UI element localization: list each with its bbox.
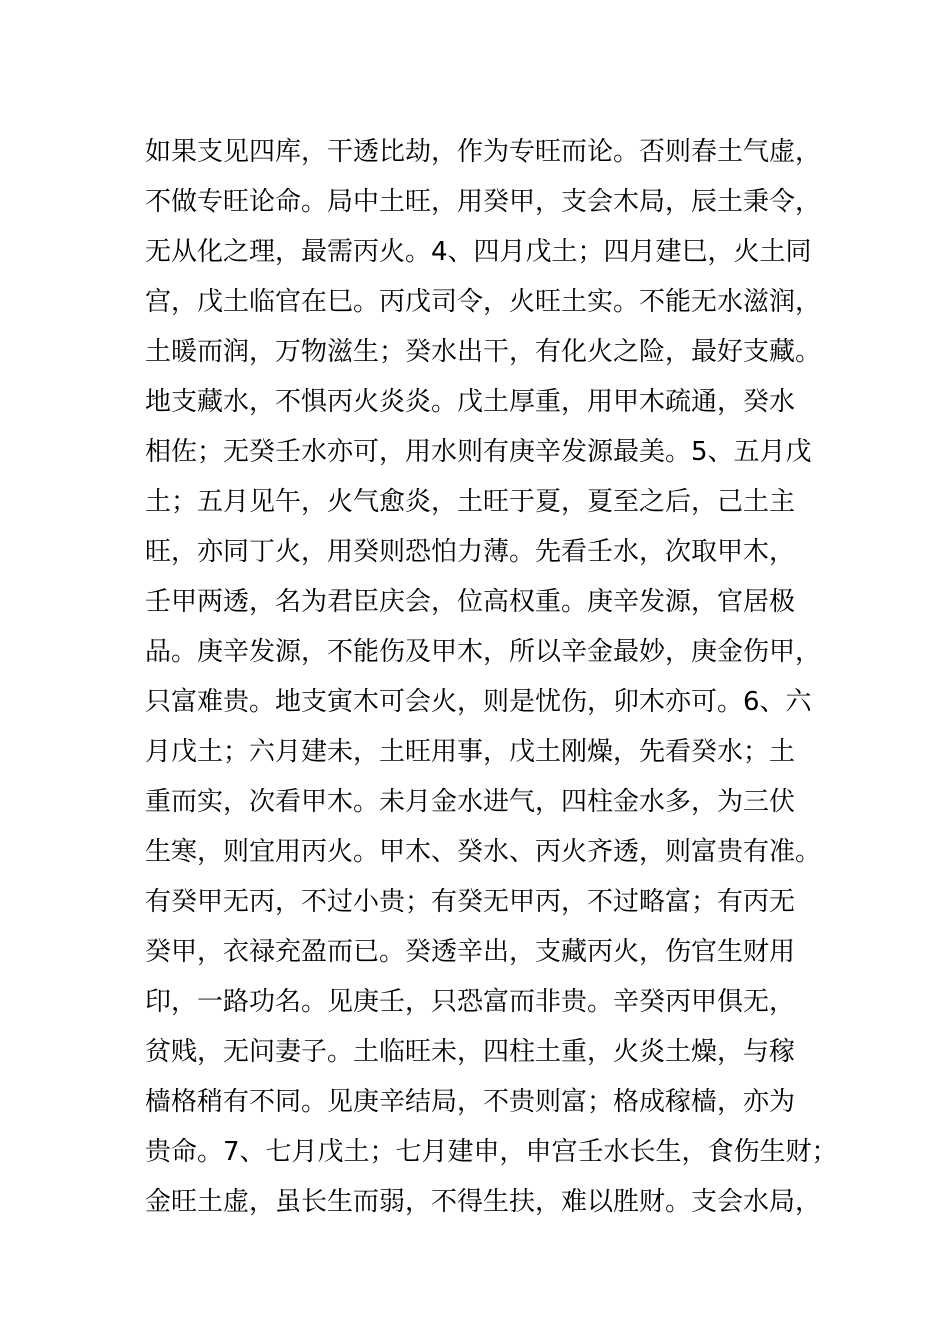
text-line: 旺，亦同丁火，用癸则恐怕力薄。先看壬水，次取甲木， <box>145 537 796 567</box>
text-line: 土暖而润，万物滋生；癸水出干，有化火之险，最好支藏。 <box>145 337 822 367</box>
text-line: 无从化之理，最需丙火。4、四月戊土；四月建巳，火土同 <box>145 237 812 267</box>
text-line: 金旺土虚，虽长生而弱，不得生扶，难以胜财。支会水局， <box>145 1187 822 1217</box>
text-line: 重而实，次看甲木。未月金水进气，四柱金水多，为三伏 <box>145 787 796 817</box>
text-line: 相佐；无癸壬水亦可，用水则有庚辛发源最美。5、五月戊 <box>145 437 812 467</box>
text-line: 只富难贵。地支寅木可会火，则是忧伤，卯木亦可。6、六 <box>145 687 812 717</box>
text-line: 地支藏水，不惧丙火炎炎。戊土厚重，用甲木疏通，癸水 <box>145 387 796 417</box>
text-line: 不做专旺论命。局中土旺，用癸甲，支会木局，辰土秉令， <box>145 187 822 217</box>
text-line: 樯格稍有不同。见庚辛结局，不贵则富；格成稼樯，亦为 <box>145 1087 796 1117</box>
text-line: 宫，戊土临官在巳。丙戊司令，火旺土实。不能无水滋润， <box>145 287 822 317</box>
text-line: 土；五月见午，火气愈炎，土旺于夏，夏至之后，己土主 <box>145 487 796 517</box>
text-line: 月戊土；六月建未，土旺用事，戊土刚燥，先看癸水；土 <box>145 737 796 767</box>
text-line: 壬甲两透，名为君臣庆会，位高权重。庚辛发源，官居极 <box>145 587 796 617</box>
text-line: 有癸甲无丙，不过小贵；有癸无甲丙，不过略富；有丙无 <box>145 887 796 917</box>
body-text <box>145 127 838 1227</box>
text-line: 印，一路功名。见庚壬，只恐富而非贵。辛癸丙甲俱无， <box>145 987 796 1017</box>
text-line: 品。庚辛发源，不能伤及甲木，所以辛金最妙，庚金伤甲， <box>145 637 822 667</box>
text-line: 癸甲，衣禄充盈而已。癸透辛出，支藏丙火，伤官生财用 <box>145 937 796 967</box>
text-line: 贫贱，无问妻子。土临旺未，四柱土重，火炎土燥，与稼 <box>145 1037 796 1067</box>
text-line: 生寒，则宜用丙火。甲木、癸水、丙火齐透，则富贵有准。 <box>145 837 822 867</box>
text-line: 如果支见四库，干透比劫，作为专旺而论。否则春土气虚， <box>145 137 822 167</box>
text-line: 贵命。7、七月戊土；七月建申，申宫壬水长生，食伤生财； <box>145 1137 838 1167</box>
